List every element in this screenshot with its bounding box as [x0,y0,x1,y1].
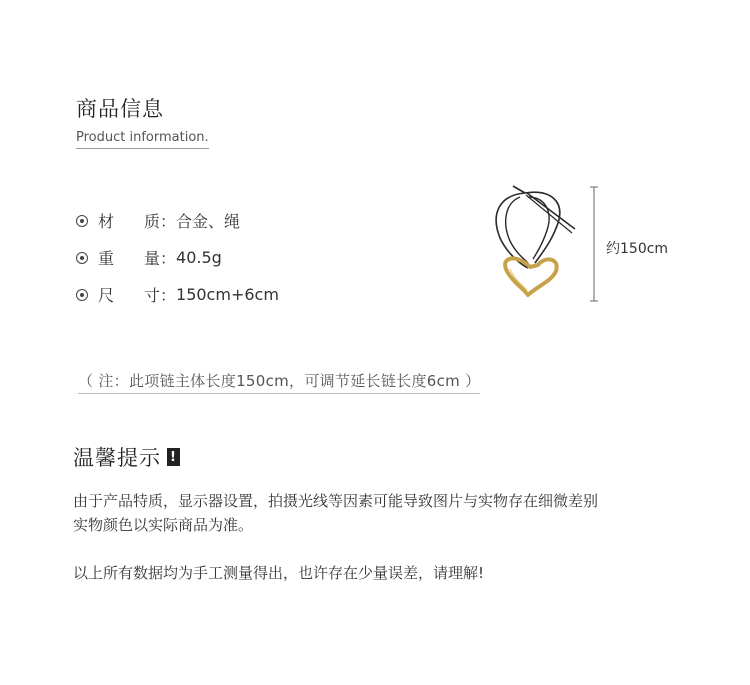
spec-row-material [76,209,240,232]
section-subtitle: Product information. [76,130,209,149]
heart-pendant [505,258,557,295]
necklace-illustration [480,183,605,308]
spec-label-b: 质： [144,212,177,231]
spec-row-weight [76,246,222,269]
bullet-icon [76,252,88,264]
necklace-cord-end [513,186,525,193]
bullet-icon [76,215,88,227]
bullet-icon [76,289,88,301]
section-title: 商品信息 [76,97,164,121]
tips-title-text: 温馨提示 [73,446,161,470]
spec-label-b: 量： [144,249,177,268]
spec-label-a: 材 [98,212,115,231]
tips-title [73,442,180,472]
tips-line: 由于产品特质，显示器设置，拍摄光线等因素可能导致图片与实物存在细微差别 [73,492,599,510]
spec-row-size [76,283,279,306]
spec-value: 40.5g [176,248,222,267]
spec-value: 150cm+6cm [176,285,279,304]
tips-paragraph-1 [73,489,693,537]
spec-label-a: 尺 [98,286,115,305]
length-note: （ 注：此项链主体长度150cm，可调节延长链长度6cm ） [78,370,480,394]
length-label: 约150cm [606,241,669,257]
necklace-cord-end [526,195,572,233]
necklace-cord-end [527,193,575,229]
tips-line: 实物颜色以实际商品为准。 [73,516,254,534]
spec-label-a: 重 [98,249,115,268]
tips-paragraph-2: 以上所有数据均为手工测量得出，也许存在少量误差，请理解! [73,564,485,582]
spec-value: 合金、绳 [176,212,241,231]
spec-label-b: 寸： [144,286,177,305]
necklace-cord [525,192,560,263]
exclamation-icon: ! [167,448,180,466]
